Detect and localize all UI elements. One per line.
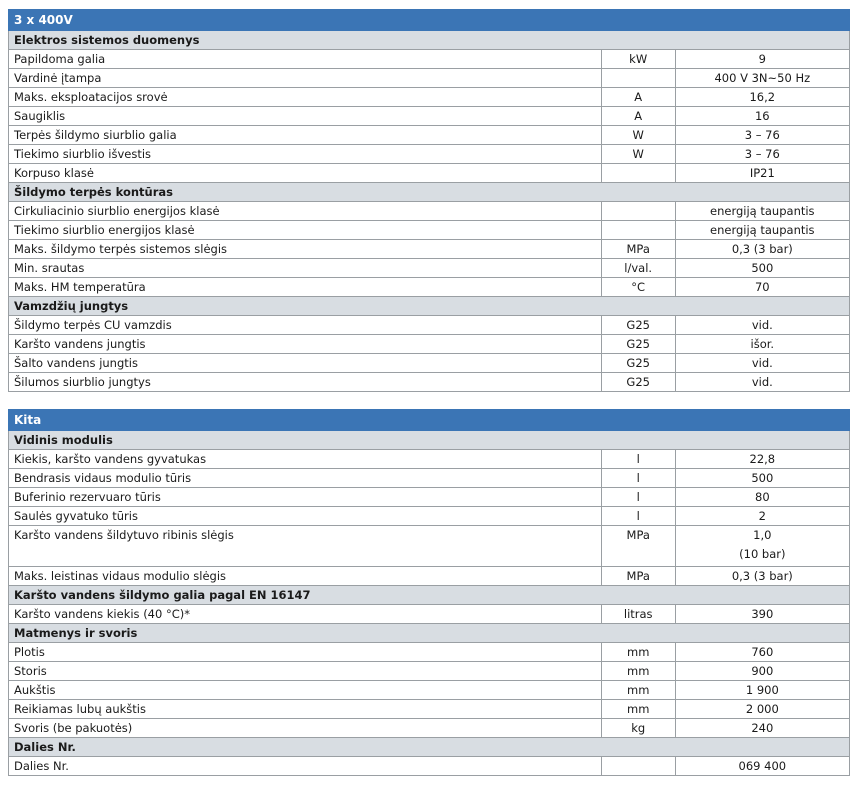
row-label: Buferinio rezervuaro tūris	[9, 488, 602, 507]
table-row	[9, 240, 850, 259]
table-row	[9, 145, 850, 164]
row-label: Karšto vandens jungtis	[9, 335, 602, 354]
row-unit	[601, 757, 675, 776]
row-label: Šalto vandens jungtis	[9, 354, 602, 373]
row-unit: l	[601, 507, 675, 526]
row-value: išor.	[675, 335, 849, 354]
row-label: Saulės gyvatuko tūris	[9, 507, 602, 526]
row-label: Maks. leistinas vidaus modulio slėgis	[9, 567, 602, 586]
section-header-row	[9, 431, 850, 450]
row-unit: A	[601, 107, 675, 126]
row-value: 1 900	[675, 681, 849, 700]
row-label: Maks. eksploatacijos srovė	[9, 88, 602, 107]
row-unit: litras	[601, 605, 675, 624]
row-unit: l	[601, 450, 675, 469]
section-header-row	[9, 586, 850, 605]
row-value: 500	[675, 469, 849, 488]
row-unit: G25	[601, 354, 675, 373]
table-row	[9, 126, 850, 145]
section-title: Vamzdžių jungtys	[9, 297, 850, 316]
table-row	[9, 681, 850, 700]
table-row	[9, 354, 850, 373]
row-value: 9	[675, 50, 849, 69]
row-value: 0,3 (3 bar)	[675, 567, 849, 586]
table-row	[9, 69, 850, 88]
row-unit: mm	[601, 643, 675, 662]
table-row	[9, 373, 850, 392]
row-unit: G25	[601, 373, 675, 392]
row-unit: kW	[601, 50, 675, 69]
table-title: 3 x 400V	[9, 10, 850, 31]
row-value: energiją taupantis	[675, 202, 849, 221]
row-unit	[601, 164, 675, 183]
row-value: 3 – 76	[675, 126, 849, 145]
table-row	[9, 567, 850, 586]
table-row	[9, 469, 850, 488]
table-row	[9, 259, 850, 278]
row-value: 3 – 76	[675, 145, 849, 164]
row-unit: MPa	[601, 567, 675, 586]
row-value: 22,8	[675, 450, 849, 469]
section-title: Šildymo terpės kontūras	[9, 183, 850, 202]
row-value: 760	[675, 643, 849, 662]
table-title-row	[9, 410, 850, 431]
electrical-spec-table	[8, 9, 850, 392]
row-label: Aukštis	[9, 681, 602, 700]
row-value: 16	[675, 107, 849, 126]
row-label: Korpuso klasė	[9, 164, 602, 183]
row-value: 500	[675, 259, 849, 278]
row-unit: kg	[601, 719, 675, 738]
row-unit: °C	[601, 278, 675, 297]
row-unit: A	[601, 88, 675, 107]
row-value: 240	[675, 719, 849, 738]
table-row	[9, 202, 850, 221]
row-label: Storis	[9, 662, 602, 681]
row-unit	[601, 221, 675, 240]
table-row	[9, 164, 850, 183]
row-unit: mm	[601, 662, 675, 681]
section-header-row	[9, 624, 850, 643]
row-unit: MPa	[601, 526, 675, 567]
row-value: 80	[675, 488, 849, 507]
table-title: Kita	[9, 410, 850, 431]
table-row	[9, 719, 850, 738]
section-title: Vidinis modulis	[9, 431, 850, 450]
table-row	[9, 643, 850, 662]
table-row	[9, 335, 850, 354]
row-value: 16,2	[675, 88, 849, 107]
table-row	[9, 107, 850, 126]
table-row	[9, 50, 850, 69]
row-unit: G25	[601, 335, 675, 354]
row-label: Saugiklis	[9, 107, 602, 126]
row-value: IP21	[675, 164, 849, 183]
section-title: Elektros sistemos duomenys	[9, 31, 850, 50]
row-unit: l	[601, 469, 675, 488]
row-value: 900	[675, 662, 849, 681]
section-title: Karšto vandens šildymo galia pagal EN 16147	[9, 586, 850, 605]
other-spec-table	[8, 409, 850, 776]
row-label: Bendrasis vidaus modulio tūris	[9, 469, 602, 488]
row-unit: MPa	[601, 240, 675, 259]
table-row	[9, 526, 850, 567]
row-label: Reikiamas lubų aukštis	[9, 700, 602, 719]
table-title-row	[9, 10, 850, 31]
row-label: Tiekimo siurblio energijos klasė	[9, 221, 602, 240]
row-unit: mm	[601, 681, 675, 700]
section-header-row	[9, 31, 850, 50]
table-row	[9, 662, 850, 681]
row-value: 2 000	[675, 700, 849, 719]
row-value: energiją taupantis	[675, 221, 849, 240]
section-title: Dalies Nr.	[9, 738, 850, 757]
row-label: Vardinė įtampa	[9, 69, 602, 88]
table-row	[9, 488, 850, 507]
row-unit: G25	[601, 316, 675, 335]
row-value	[675, 526, 849, 567]
row-label: Cirkuliacinio siurblio energijos klasė	[9, 202, 602, 221]
row-value-line-2: (10 bar)	[739, 547, 786, 561]
row-value: vid.	[675, 373, 849, 392]
table-row	[9, 507, 850, 526]
row-unit: W	[601, 145, 675, 164]
section-title: Matmenys ir svoris	[9, 624, 850, 643]
table-row	[9, 88, 850, 107]
row-label: Šildymo terpės CU vamzdis	[9, 316, 602, 335]
row-value: vid.	[675, 316, 849, 335]
row-label: Kiekis, karšto vandens gyvatukas	[9, 450, 602, 469]
section-header-row	[9, 297, 850, 316]
row-unit: W	[601, 126, 675, 145]
row-label: Papildoma galia	[9, 50, 602, 69]
table-row	[9, 757, 850, 776]
row-label: Karšto vandens kiekis (40 °C)*	[9, 605, 602, 624]
table-row	[9, 221, 850, 240]
row-value-line: 1,0	[753, 528, 772, 542]
section-header-row	[9, 183, 850, 202]
row-label: Šilumos siurblio jungtys	[9, 373, 602, 392]
row-value: 390	[675, 605, 849, 624]
row-unit	[601, 69, 675, 88]
table-row	[9, 700, 850, 719]
row-label: Maks. šildymo terpės sistemos slėgis	[9, 240, 602, 259]
table-row	[9, 316, 850, 335]
row-label: Dalies Nr.	[9, 757, 602, 776]
row-value: 70	[675, 278, 849, 297]
row-label: Tiekimo siurblio išvestis	[9, 145, 602, 164]
row-label: Svoris (be pakuotės)	[9, 719, 602, 738]
row-label: Karšto vandens šildytuvo ribinis slėgis	[9, 526, 602, 567]
row-value: vid.	[675, 354, 849, 373]
table-row	[9, 278, 850, 297]
row-value: 2	[675, 507, 849, 526]
row-unit	[601, 202, 675, 221]
row-unit: mm	[601, 700, 675, 719]
row-value: 400 V 3N~50 Hz	[675, 69, 849, 88]
row-label: Min. srautas	[9, 259, 602, 278]
row-label: Plotis	[9, 643, 602, 662]
row-label: Terpės šildymo siurblio galia	[9, 126, 602, 145]
row-value: 069 400	[675, 757, 849, 776]
row-value: 0,3 (3 bar)	[675, 240, 849, 259]
row-unit: l	[601, 488, 675, 507]
row-unit: l/val.	[601, 259, 675, 278]
table-row	[9, 450, 850, 469]
section-header-row	[9, 738, 850, 757]
row-label: Maks. HM temperatūra	[9, 278, 602, 297]
table-row	[9, 605, 850, 624]
